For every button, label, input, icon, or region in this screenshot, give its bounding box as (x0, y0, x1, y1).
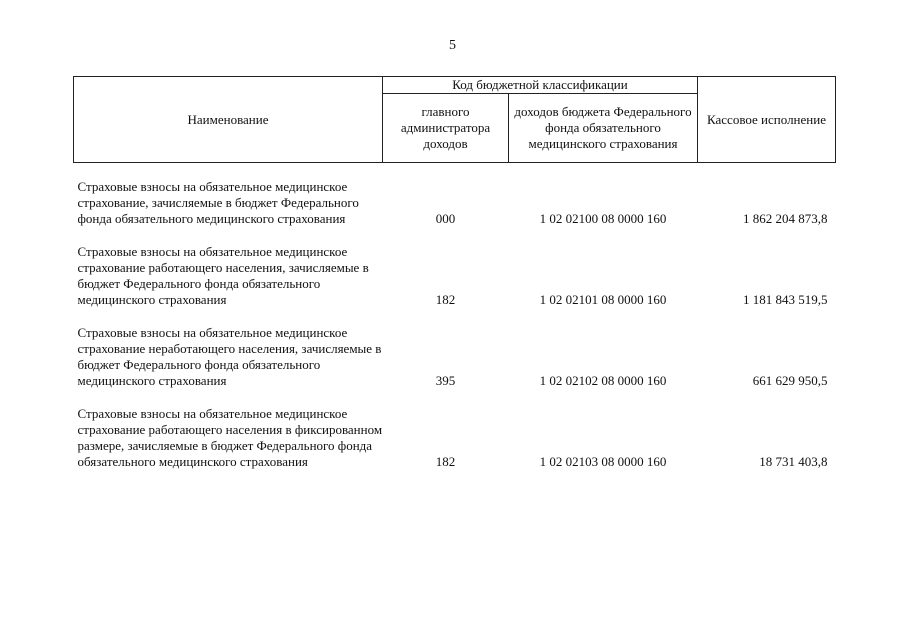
row-budget-code: 1 02 02100 08 0000 160 (539, 211, 667, 226)
row-amount: 1 181 843 519,5 (743, 292, 828, 307)
row-admin-code: 000 (435, 211, 456, 226)
row-admin-code: 182 (435, 454, 456, 469)
table-row (74, 179, 836, 227)
row-budget-code: 1 02 02102 08 0000 160 (539, 373, 667, 388)
row-admin-code: 395 (435, 373, 456, 388)
row-name: Страховые взносы на обязательное медицинское страхование работающего населения в фиксированном размере, зачисляемые в бюджет Федерального фонда обязательного медицинского страхования (77, 406, 383, 469)
header-admin: главного администратора доходов (383, 94, 509, 163)
header-name: Наименование (74, 77, 383, 163)
table-row (74, 244, 836, 308)
budget-table (73, 76, 836, 470)
row-amount: 18 731 403,8 (759, 454, 828, 469)
row-name: Страховые взносы на обязательное медицинское страхование неработающего населения, зачисляемые в бюджет Федерального фонда обязательного медицинского страхования (77, 325, 382, 388)
row-amount: 661 629 950,5 (752, 373, 828, 388)
page-number: 5 (449, 38, 456, 53)
header-code-group: Код бюджетной классификации (383, 77, 698, 94)
table-row (74, 325, 836, 389)
table-body (74, 163, 836, 471)
row-budget-code: 1 02 02101 08 0000 160 (539, 292, 667, 307)
row-admin-code: 182 (435, 292, 456, 307)
header-income: доходов бюджета Федерального фонда обязательного медицинского страхования (509, 94, 698, 163)
row-name: Страховые взносы на обязательное медицинское страхование работающего населения, зачисляемые в бюджет Федерального фонда обязательного медицинского страхования (77, 244, 369, 307)
table-row (74, 406, 836, 470)
row-budget-code: 1 02 02103 08 0000 160 (539, 454, 667, 469)
header-execution: Кассовое исполнение (698, 77, 836, 163)
row-name: Страховые взносы на обязательное медицинское страхование, зачисляемые в бюджет Федерального фонда обязательного медицинского страхования (77, 179, 359, 226)
table-header (74, 77, 836, 163)
row-amount: 1 862 204 873,8 (743, 211, 828, 226)
